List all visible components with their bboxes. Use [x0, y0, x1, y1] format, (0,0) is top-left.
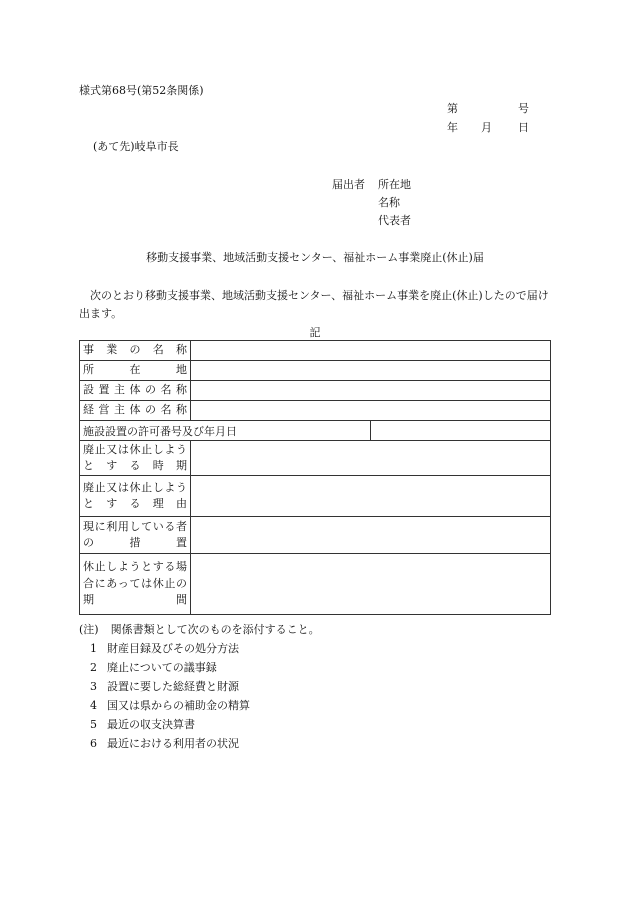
table-row [80, 401, 551, 421]
value-cell[interactable] [191, 476, 551, 517]
row-label: 所在地 [80, 361, 191, 381]
notes-heading [79, 621, 320, 637]
list-item [90, 716, 195, 732]
body-text: 次のとおり移動支援事業、地域活動支援センター、福祉ホーム事業を廃止(休止)したので届け出ます。 [79, 289, 549, 320]
table-row [80, 381, 551, 401]
table-row [80, 361, 551, 381]
note-text: 廃止についての議事録 [107, 661, 217, 674]
note-text: 国又は県からの補助金の精算 [107, 699, 250, 712]
number-prefix: 第 [447, 102, 458, 115]
note-number: 2 [90, 661, 97, 674]
note-number: 5 [90, 718, 97, 731]
row-label: 経営主体の名称 [80, 401, 191, 421]
row-label: 休止しようとする場合にあっては休止の期間 [80, 554, 191, 615]
note-number: 4 [90, 699, 97, 712]
table-row [80, 554, 551, 615]
row-label: 現に利用している者の措置 [80, 517, 191, 554]
value-cell[interactable] [191, 401, 551, 421]
notifier-label: 届出者 [332, 178, 365, 191]
value-cell[interactable] [371, 421, 551, 441]
notifier-name-label: 名称 [378, 196, 400, 209]
list-item [90, 735, 239, 751]
record-label: 記 [309, 326, 321, 339]
date-year: 年 [447, 121, 458, 134]
table-row [80, 441, 551, 476]
value-cell[interactable] [191, 341, 551, 361]
value-cell[interactable] [191, 517, 551, 554]
value-cell[interactable] [191, 381, 551, 401]
note-text: 最近の収支決算書 [107, 718, 195, 731]
table-row [80, 517, 551, 554]
row-label: 施設設置の許可番号及び年月日 [80, 421, 371, 441]
table-row [80, 421, 551, 441]
date-month: 月 [481, 121, 492, 134]
value-cell[interactable] [191, 361, 551, 381]
row-label: 廃止又は休止しようとする時期 [80, 441, 191, 476]
row-label: 事業の名称 [80, 341, 191, 361]
notes-marker: (注) [79, 623, 99, 636]
notifier-address-label: 所在地 [378, 178, 411, 191]
note-number: 1 [90, 642, 97, 655]
document-title: 移動支援事業、地域活動支援センター、福祉ホーム事業廃止(休止)届 [146, 251, 484, 264]
note-text: 設置に要した総経費と財源 [107, 680, 239, 693]
note-number: 3 [90, 680, 97, 693]
row-label: 設置主体の名称 [80, 381, 191, 401]
notes-intro: 関係書類として次のものを添付すること。 [110, 623, 320, 636]
form-number: 様式第68号(第52条関係) [79, 84, 204, 97]
value-cell[interactable] [191, 554, 551, 615]
table-row [80, 341, 551, 361]
list-item [90, 640, 239, 656]
list-item [90, 697, 250, 713]
form-table [79, 340, 551, 615]
notifier-representative-label: 代表者 [378, 214, 411, 227]
number-suffix: 号 [518, 102, 529, 115]
table-row [80, 476, 551, 517]
note-text: 財産目録及びその処分方法 [107, 642, 239, 655]
list-item [90, 659, 217, 675]
value-cell[interactable] [191, 441, 551, 476]
row-label: 廃止又は休止しようとする理由 [80, 476, 191, 517]
date-day: 日 [518, 121, 529, 134]
addressee: (あて先)岐阜市長 [93, 140, 179, 153]
note-number: 6 [90, 737, 97, 750]
list-item [90, 678, 239, 694]
note-text: 最近における利用者の状況 [107, 737, 239, 750]
